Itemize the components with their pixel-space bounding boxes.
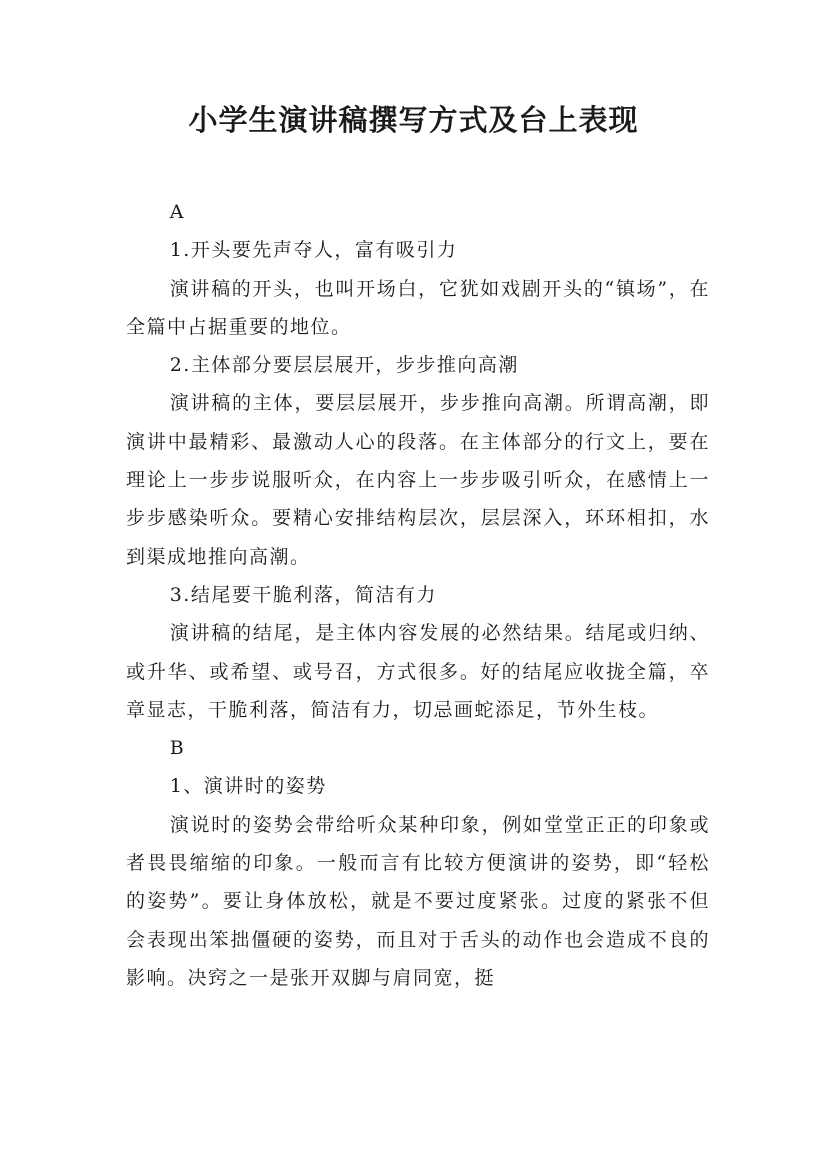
paragraph: 演讲稿的结尾，是主体内容发展的必然结果。结尾或归纳、或升华、或希望、或号召，方式很多。好的结尾应收拢全篇，卒章显志，干脆利落，简洁有力，切忌画蛇添足，节外生枝。 [126, 622, 710, 721]
paragraph: 演说时的姿势会带给听众某种印象，例如堂堂正正的印象或者畏畏缩缩的印象。一般而言有比较方便演讲的姿势，即“轻松的姿势”。要让身体放松，就是不要过度紧张。过度的紧张不但会表现出笨拙僵硬的姿势，而且对于舌头的动作也会造成不良的影响。决窍之一是张开双脚与肩同宽，挺 [126, 813, 710, 989]
paragraph: 演讲稿的主体，要层层展开，步步推向高潮。所谓高潮，即演讲中最精彩、最激动人心的段落。在主体部分的行文上，要在理论上一步步说服听众，在内容上一步步吸引听众，在感情上一步步感染听众。要精心安排结构层次，层层深入，环环相扣，水到渠成地推向高潮。 [126, 392, 710, 568]
section-marker-b: B [169, 737, 186, 760]
section-marker-a: A [169, 201, 185, 223]
section-heading: 2.主体部分要层层展开，步步推向高潮 [169, 354, 519, 377]
document-body [126, 193, 710, 997]
section-heading: 1、演讲时的姿势 [169, 775, 327, 798]
page-title: 小学生演讲稿撰写方式及台上表现 [188, 103, 639, 137]
section-heading: 1.开头要先声夺人，富有吸引力 [169, 239, 458, 262]
section-heading: 3.结尾要干脆利落，简洁有力 [169, 583, 437, 606]
paragraph: 演讲稿的开头，也叫开场白，它犹如戏剧开头的“镇场”，在全篇中占据重要的地位。 [126, 277, 710, 338]
